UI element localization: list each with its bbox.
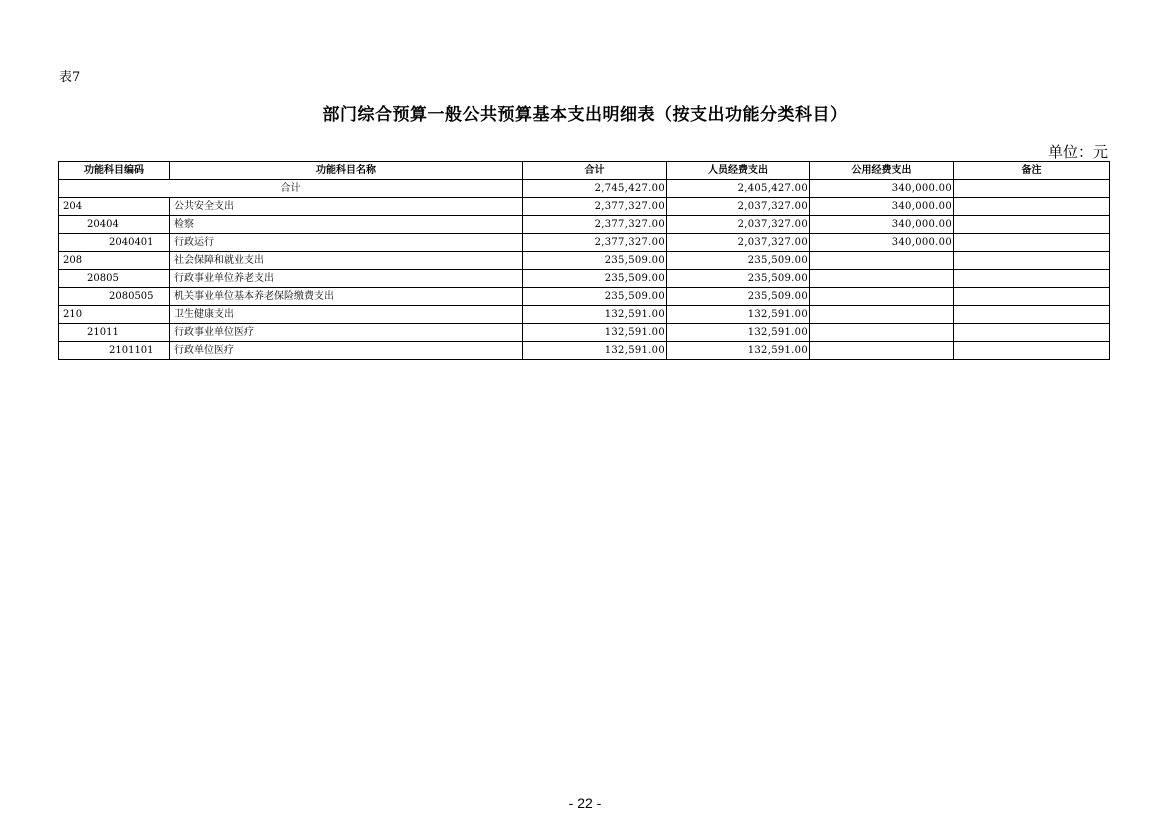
row-total: 132,591.00 <box>523 324 667 342</box>
row-public: 340,000.00 <box>810 234 954 252</box>
total-row-label: 合计 <box>59 180 523 198</box>
row-total: 2,377,327.00 <box>523 198 667 216</box>
table-row <box>59 234 1110 252</box>
row-note <box>954 216 1110 234</box>
total-row-note <box>954 180 1110 198</box>
row-note <box>954 270 1110 288</box>
table-row <box>59 270 1110 288</box>
row-note <box>954 234 1110 252</box>
row-note <box>954 198 1110 216</box>
row-public <box>810 306 954 324</box>
row-note <box>954 252 1110 270</box>
total-row-public: 340,000.00 <box>810 180 954 198</box>
row-code: 21011 <box>59 324 170 342</box>
row-personnel: 132,591.00 <box>667 306 810 324</box>
row-code: 2080505 <box>59 288 170 306</box>
row-public: 340,000.00 <box>810 216 954 234</box>
table-row <box>59 198 1110 216</box>
column-header-code: 功能科目编码 <box>59 162 170 180</box>
row-note <box>954 306 1110 324</box>
column-header-total: 合计 <box>523 162 667 180</box>
column-header-note: 备注 <box>954 162 1110 180</box>
page-title: 部门综合预算一般公共预算基本支出明细表（按支出功能分类科目） <box>322 105 848 125</box>
row-name: 行政运行 <box>170 234 523 252</box>
row-personnel: 132,591.00 <box>667 342 810 360</box>
expense-detail-table <box>58 161 1110 360</box>
row-total: 235,509.00 <box>523 270 667 288</box>
row-total: 235,509.00 <box>523 288 667 306</box>
row-code: 208 <box>59 252 170 270</box>
row-name: 行政单位医疗 <box>170 342 523 360</box>
table-row <box>59 216 1110 234</box>
column-header-personnel: 人员经费支出 <box>667 162 810 180</box>
row-code: 20805 <box>59 270 170 288</box>
row-name: 行政事业单位医疗 <box>170 324 523 342</box>
table-row <box>59 342 1110 360</box>
row-name: 机关事业单位基本养老保险缴费支出 <box>170 288 523 306</box>
row-personnel: 235,509.00 <box>667 270 810 288</box>
row-name: 社会保障和就业支出 <box>170 252 523 270</box>
row-name: 卫生健康支出 <box>170 306 523 324</box>
row-public <box>810 342 954 360</box>
table-row <box>59 288 1110 306</box>
total-row-personnel: 2,405,427.00 <box>667 180 810 198</box>
row-public <box>810 324 954 342</box>
row-total: 132,591.00 <box>523 306 667 324</box>
unit-label: 单位：元 <box>1047 143 1108 161</box>
row-personnel: 235,509.00 <box>667 288 810 306</box>
row-total: 235,509.00 <box>523 252 667 270</box>
row-code: 20404 <box>59 216 170 234</box>
row-personnel: 2,037,327.00 <box>667 216 810 234</box>
page-number: - 22 - <box>568 795 602 811</box>
row-note <box>954 324 1110 342</box>
row-total: 2,377,327.00 <box>523 234 667 252</box>
row-total: 2,377,327.00 <box>523 216 667 234</box>
row-name: 公共安全支出 <box>170 198 523 216</box>
total-row-total: 2,745,427.00 <box>523 180 667 198</box>
table-header-row <box>59 162 1110 180</box>
column-header-name: 功能科目名称 <box>170 162 523 180</box>
row-personnel: 132,591.00 <box>667 324 810 342</box>
row-personnel: 2,037,327.00 <box>667 234 810 252</box>
column-header-public: 公用经费支出 <box>810 162 954 180</box>
row-code: 2101101 <box>59 342 170 360</box>
row-name: 检察 <box>170 216 523 234</box>
total-row <box>59 180 1110 198</box>
table-row <box>59 252 1110 270</box>
row-public <box>810 288 954 306</box>
row-personnel: 2,037,327.00 <box>667 198 810 216</box>
row-code: 2040401 <box>59 234 170 252</box>
row-total: 132,591.00 <box>523 342 667 360</box>
row-public <box>810 252 954 270</box>
row-code: 210 <box>59 306 170 324</box>
row-personnel: 235,509.00 <box>667 252 810 270</box>
row-note <box>954 342 1110 360</box>
table-row <box>59 324 1110 342</box>
row-code: 204 <box>59 198 170 216</box>
row-note <box>954 288 1110 306</box>
row-name: 行政事业单位养老支出 <box>170 270 523 288</box>
table-row <box>59 306 1110 324</box>
table-label: 表7 <box>59 70 81 85</box>
row-public <box>810 270 954 288</box>
row-public: 340,000.00 <box>810 198 954 216</box>
